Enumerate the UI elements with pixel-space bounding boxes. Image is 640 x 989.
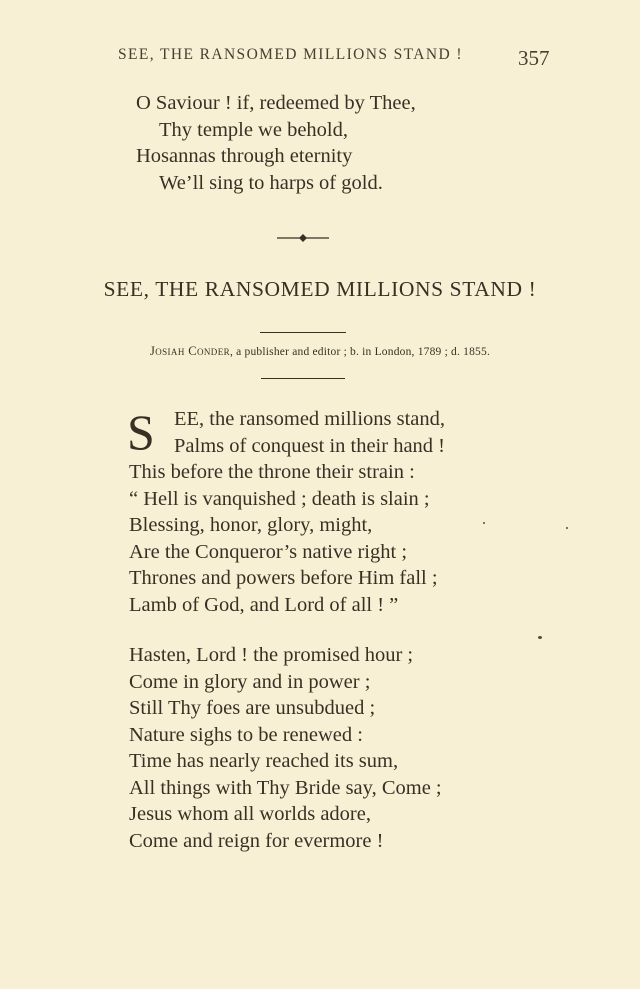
author-attribution [0,344,640,359]
previous-hymn-stanza [0,90,640,196]
verse-line: Hosannas through eternity [136,145,353,167]
author-name: Josiah Conder [149,344,230,358]
verse-line: Time has nearly reached its sum, [129,750,399,772]
title-rule [260,332,346,333]
attribution-rule [261,378,345,379]
verse-line: O Saviour ! if, redeemed by Thee, [136,92,416,114]
verse-line: Come and reign for evermore ! [129,829,384,852]
author-details: , a publisher and editor ; b. in London, 1789 ; d. 1855. [230,346,491,358]
page-number: 357 [518,46,550,70]
verse-line: Thy temple we behold, [159,118,349,141]
verse-line: All things with Thy Bride say, Come ; [129,776,442,799]
verse-line: Palms of conquest in their hand ! [174,434,446,457]
verse-line: “ Hell is vanquished ; death is slain ; [129,487,430,510]
paper-speck [538,636,542,639]
stanza-2 [0,642,640,854]
paper-speck [483,522,485,524]
verse-line: Blessing, honor, glory, might, [129,514,373,536]
running-head: SEE, THE RANSOMED MILLIONS STAND ! [118,46,463,63]
section-divider-ornament-icon [277,231,329,245]
verse-line: Jesus whom all worlds adore, [129,803,371,825]
verse-line: Thrones and powers before Him fall ; [129,567,438,589]
verse-line: Still Thy foes are unsubdued ; [129,697,376,719]
paper-speck [566,527,568,529]
verse-line: Nature sighs to be renewed : [129,723,363,746]
verse-line: Hasten, Lord ! the promised hour ; [129,644,414,666]
verse-line: Lamb of God, and Lord of all ! ” [129,593,399,616]
verse-line: Come in glory and in power ; [129,670,371,693]
drop-cap: S [127,404,155,460]
stanza-1 [0,406,640,618]
verse-line: We’ll sing to harps of gold. [159,171,383,194]
verse-line: Are the Conqueror’s native right ; [129,540,408,563]
verse-line: EE, the ransomed millions stand, [174,408,446,430]
verse-line: This before the throne their strain : [129,461,415,483]
hymn-title: SEE, THE RANSOMED MILLIONS STAND ! [103,277,537,301]
